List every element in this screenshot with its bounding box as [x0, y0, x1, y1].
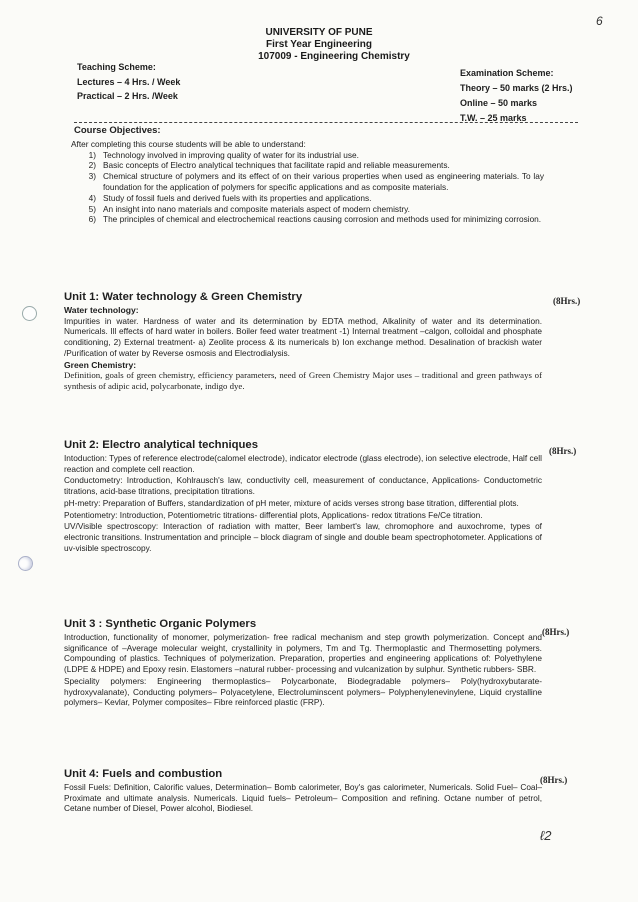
unit-paragraph: Potentiometry: Introduction, Potentiometric titrations- differential plots, Applications- redox titrations Fe/Ce titration.	[64, 509, 483, 520]
unit-hours: (8Hrs.)	[542, 627, 570, 637]
item-text: Chemical structure of polymers and its effect of on their various properties when used as engineering materials. To lay foundation for the application of polymers for specific applications and as composite materials.	[103, 171, 544, 192]
unit-3-section	[64, 617, 542, 709]
item-number: 6)	[88, 214, 96, 225]
university-name: UNIVERSITY OF PUNE	[265, 27, 373, 38]
theory-marks: Theory – 50 marks (2 Hrs.)	[460, 83, 573, 93]
unit-hours: (8Hrs.)	[540, 775, 568, 785]
unit-paragraph: Fossil Fuels: Definition, Calorific values, Determination– Bomb calorimeter, Boy's gas calorimeter, Numericals. Solid Fuel– Coal– Proximate and ultimate analysis. Numericals. Liquid fuels– Petroleum– Composition and refining. Octane number of petrol, Cetane number of Diesel, Power alcohol, Biodiesel.	[64, 782, 542, 814]
item-number: 5)	[88, 203, 96, 214]
unit-title: Unit 1: Water technology & Green Chemistry	[64, 291, 303, 303]
unit-paragraph: Speciality polymers: Engineering thermoplastics– Polycarbonate, Biodegradable polymers– Poly(hydroxybutarate-hydroxyvalanate), Conducting polymers– Polyacetylene, Electroluminscent polymers– Polyphenylenevinylene, Liquid crystalline polymers– Kevlar, Polymer composites– Fibre reinforced plastic (FRP).	[64, 675, 542, 708]
unit-4-section	[64, 767, 542, 815]
sub-heading: Green Chemistry:	[64, 359, 137, 370]
teaching-scheme	[77, 60, 180, 103]
list-item	[74, 214, 544, 225]
unit-paragraph: pH-metry: Preparation of Buffers, standardization of pH meter, mixture of acids verses strong base titration, differential plots.	[64, 497, 519, 508]
handwritten-initials: ℓ2	[540, 828, 552, 843]
list-item	[74, 160, 544, 171]
item-text: Study of fossil fuels and derived fuels with its properties and applications.	[103, 192, 372, 203]
punch-hole	[22, 306, 37, 321]
objectives-intro: After completing this course students will be able to understand:	[71, 138, 306, 149]
unit-2-section	[64, 438, 542, 554]
list-item	[74, 204, 544, 215]
section-divider	[74, 122, 578, 123]
teaching-scheme-title: Teaching Scheme:	[77, 62, 156, 72]
unit-paragraph: Intoduction: Types of reference electrode(calomel electrode), indicator electrode (glass electrode), ion selective electrode, Half cell reaction and complete cell reaction.	[64, 453, 542, 474]
examination-scheme-title: Examination Scheme:	[460, 68, 554, 78]
objectives-title: Course Objectives:	[74, 125, 161, 136]
document-header	[0, 27, 638, 63]
list-item	[74, 193, 544, 204]
unit-hours: (8Hrs.)	[553, 296, 581, 306]
unit-paragraph: UV/Visible spectroscopy: Interaction of radiation with matter, Beer lambert's law, chromophore and auxochrome, types of electronic transitions. Instrumentation and principle – block diagram of single and double beam spectrophotometer. Applications of uv-visible spectroscopy.	[64, 521, 542, 553]
sub-heading: Water technology:	[64, 305, 139, 315]
lectures-hours: Lectures – 4 Hrs. / Week	[77, 77, 181, 87]
tw-marks: T.W. – 25 marks	[460, 113, 527, 123]
item-number: 2)	[88, 160, 96, 171]
item-number: 1)	[88, 149, 96, 160]
page-mark: 6	[596, 14, 603, 28]
course-title: 107009 - Engineering Chemistry	[258, 51, 410, 62]
item-text: Basic concepts of Electro analytical techniques that facilitate rapid and reliable measurements.	[103, 160, 450, 171]
item-number: 4)	[88, 192, 96, 203]
course-objectives	[71, 125, 544, 225]
objectives-list	[74, 150, 544, 226]
punch-hole	[18, 556, 33, 571]
item-text: Technology involved in improving quality of water for its industrial use.	[103, 149, 359, 160]
unit-paragraph: Definition, goals of green chemistry, efficiency parameters, need of Green Chemistry Major uses – traditional and green pathways of synthesis of adipic acid, polycarbonate, indigo dye.	[64, 370, 542, 391]
unit-hours: (8Hrs.)	[549, 446, 577, 456]
year-title: First Year Engineering	[266, 39, 372, 50]
list-item	[74, 150, 544, 161]
unit-paragraph: Conductometry: Introduction, Kohlrausch's law, conductivity cell, measurement of conductance, Applications- Conductometric titrations, acid-base titrations, precipitation titrations.	[64, 475, 542, 497]
item-text: The principles of chemical and electrochemical reactions causing corrosion and methods used for minimizing corrosion.	[103, 214, 542, 225]
online-marks: Online – 50 marks	[460, 98, 538, 108]
unit-paragraph: Introduction, functionality of monomer, polymerization- free radical mechanism and step growth polymerization. Concept and significance of –Average molecular weight, crystallinity in polymers, Tm and Tg. Thermoplastic and Thermosetting polymers. Compounding of plastics. Techniques of polymerization. Preparation, properties and engineering applications of: Polyethylene (LDPE & HDPE) and Epoxy resin. Elastomers –natural rubber- processing and vulcanization by sulphur. Synthetic rubbers- SBR.	[64, 632, 542, 675]
unit-paragraph: Impurities in water. Hardness of water and its determination by EDTA method, Alkalinity of water and its determination. Numericals. Ill effects of hard water in boilers. Boiler feed water treatment -1) Internal treatment –calgon, colloidal and phosphate conditioning, 2) External treatment- a) Zeolite process & its numericals b) Ion exchange method. Desalination of brackish water /Purification of water by Reverse osmosis and Electrodialysis.	[64, 315, 542, 358]
examination-scheme	[460, 66, 573, 126]
unit-title: Unit 2: Electro analytical techniques	[64, 439, 258, 451]
list-item	[74, 171, 544, 193]
item-number: 3)	[88, 171, 96, 182]
unit-title: Unit 4: Fuels and combustion	[64, 768, 223, 780]
item-text: An insight into nano materials and composite materials aspect of modern chemistry.	[103, 203, 410, 214]
unit-title: Unit 3 : Synthetic Organic Polymers	[64, 618, 257, 630]
unit-1-section	[64, 290, 542, 393]
practical-hours: Practical – 2 Hrs. /Week	[77, 91, 178, 101]
